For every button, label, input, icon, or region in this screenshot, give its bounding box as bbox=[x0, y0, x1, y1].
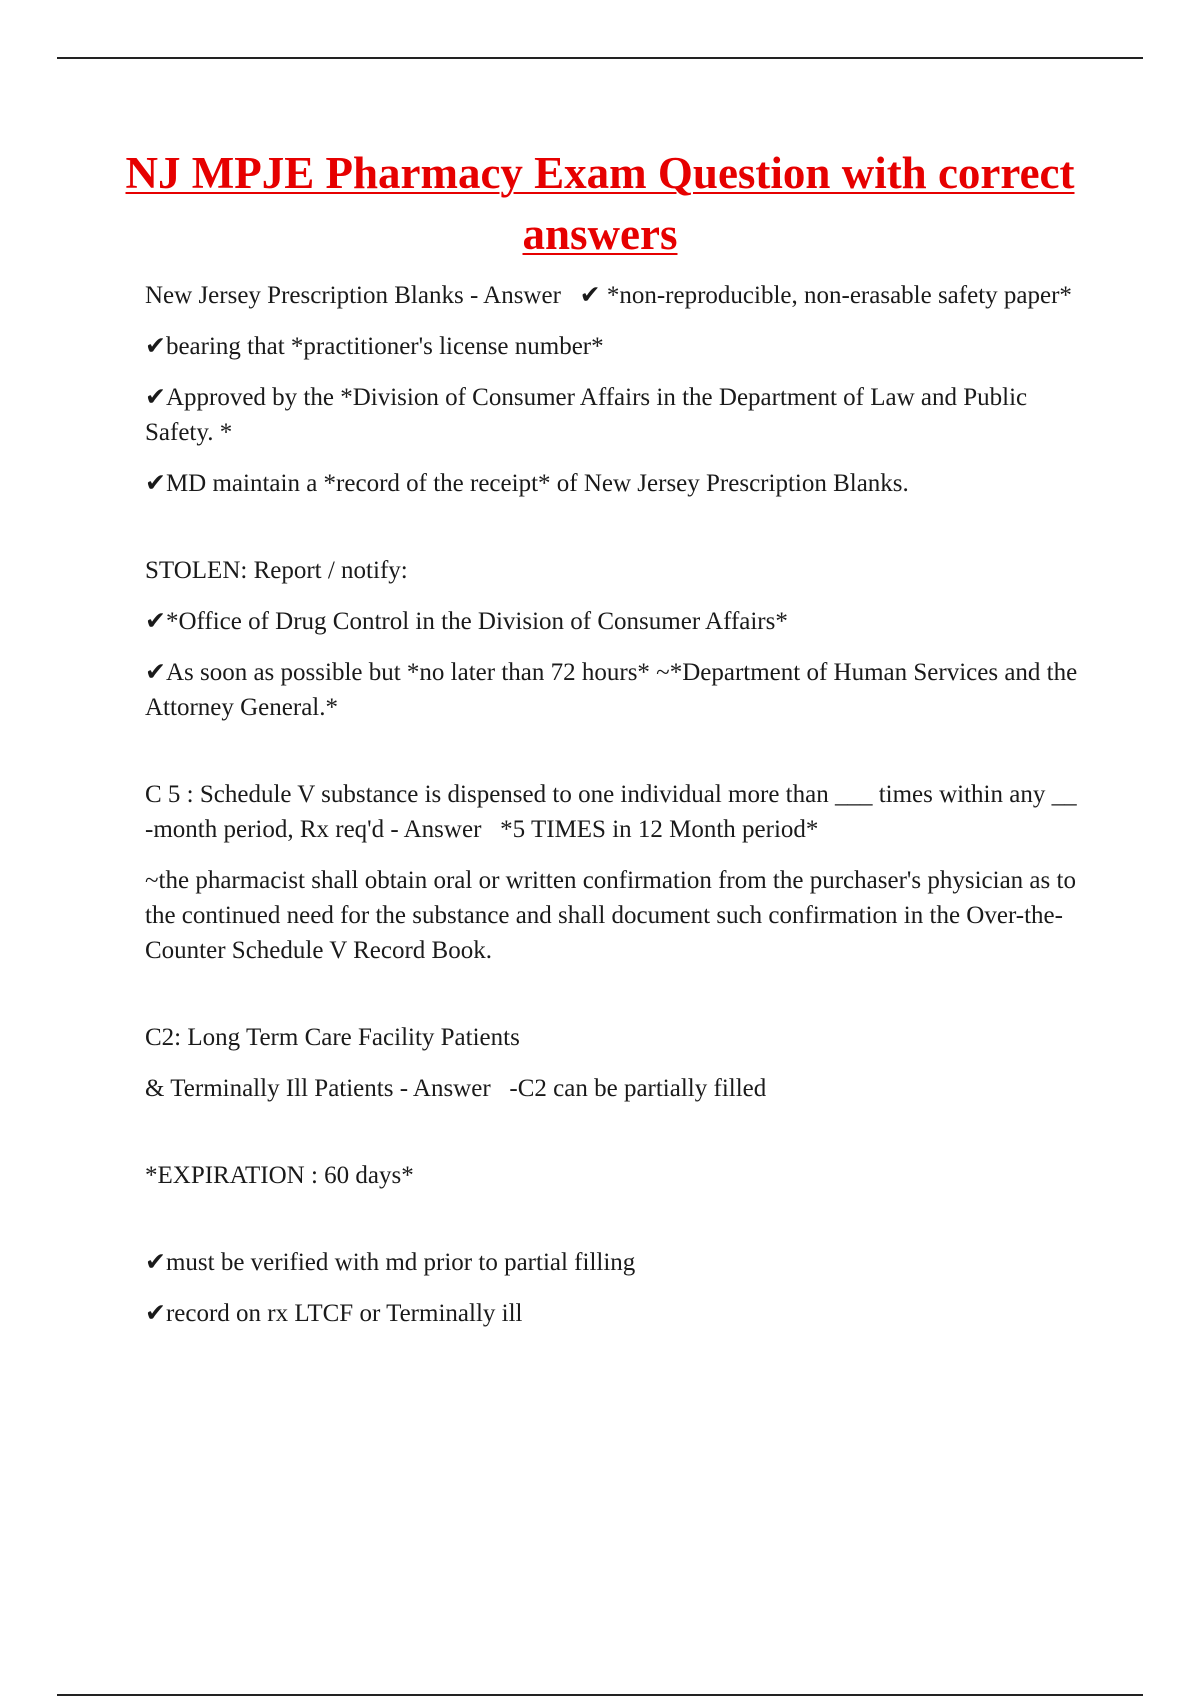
paragraph-72-hours: ✔As soon as possible but *no later than 72 hours* ~*Department of Human Services and the Attorney General.* bbox=[145, 659, 1083, 721]
paragraph-c2-ltcf: C2: Long Term Care Facility Patients bbox=[145, 1024, 520, 1051]
paragraph-verified-md: ✔must be verified with md prior to partial filling bbox=[145, 1249, 636, 1276]
paragraph-license-number: ✔bearing that *practitioner's license number* bbox=[145, 333, 604, 360]
top-rule bbox=[57, 57, 1143, 59]
paragraph-record-on-rx: ✔record on rx LTCF or Terminally ill bbox=[145, 1300, 523, 1327]
paragraph-office-drug-control: ✔*Office of Drug Control in the Division of Consumer Affairs* bbox=[145, 608, 788, 635]
document-title: NJ MPJE Pharmacy Exam Question with correct answers bbox=[125, 148, 1075, 259]
paragraph-c2-terminally-ill: & Terminally Ill Patients - Answer -C2 can be partially filled bbox=[145, 1075, 767, 1102]
paragraph-record-receipt: ✔MD maintain a *record of the receipt* of New Jersey Prescription Blanks. bbox=[145, 470, 909, 497]
paragraph-schedule-v-question: C 5 : Schedule V substance is dispensed to one individual more than ___ times within any __ -month period, Rx req'd - Answer *5 TIMES in 12 Month period* bbox=[145, 781, 1083, 843]
paragraph-pharmacist-confirmation: ~the pharmacist shall obtain oral or written confirmation from the purchaser's physician as to the continued need for the substance and shall document such confirmation in the Over-the-Counter Schedule V Record Book. bbox=[145, 867, 1083, 964]
paragraph-prescription-blanks: New Jersey Prescription Blanks - Answer ✔ *non-reproducible, non-erasable safety paper* bbox=[145, 282, 1072, 309]
paragraph-stolen-heading: STOLEN: Report / notify: bbox=[145, 557, 408, 584]
paragraph-approved-by: ✔Approved by the *Division of Consumer Affairs in the Department of Law and Public Safety. * bbox=[145, 384, 1034, 446]
document-body bbox=[145, 278, 1085, 1347]
bottom-rule bbox=[57, 1694, 1143, 1696]
paragraph-expiration: *EXPIRATION : 60 days* bbox=[145, 1162, 414, 1189]
